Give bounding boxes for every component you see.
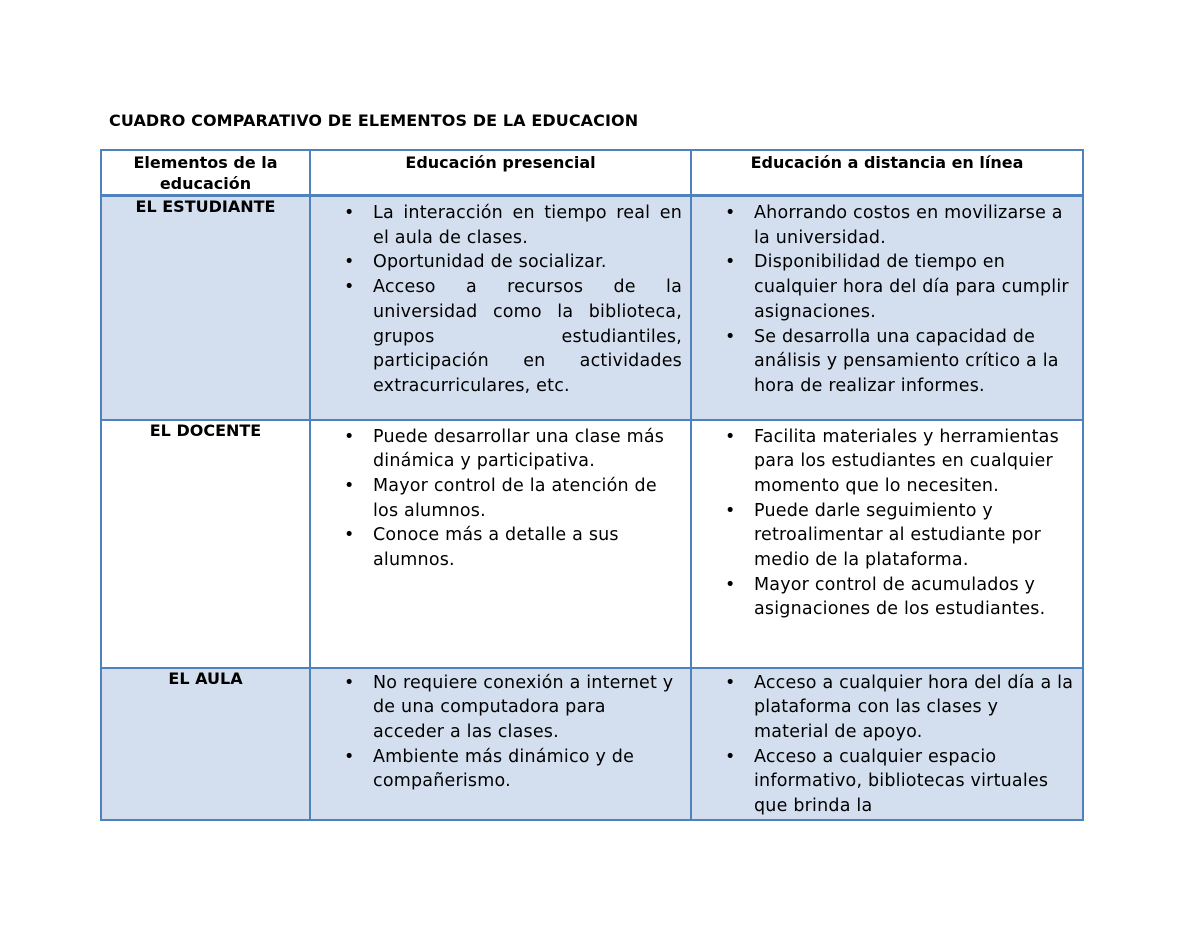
list-item: • Ahorrando costos en movilizarse a la universidad. [754,201,1074,250]
row-label-estudiante: EL ESTUDIANTE [101,196,310,420]
cell-docente-distancia [691,420,1083,668]
cell-aula-distancia [691,668,1083,820]
bullet-list [311,197,690,399]
list-item: • Mayor control de la atención de los alumnos. [373,474,682,523]
header-cell-elementos [101,150,310,196]
list-item: • No requiere conexión a internet y de una computadora para acceder a las clases. [373,671,682,745]
list-item: • Puede darle seguimiento y retroalimentar al estudiante por medio de la plataforma. [754,499,1074,573]
list-item: • Acceso a recursos de la universidad como la biblioteca, grupos estudiantiles, participación en actividades extracurriculares, etc. [373,275,682,399]
cell-docente-presencial [310,420,691,668]
bullet-list [311,421,690,573]
bullet-list [311,669,690,795]
header-cell-distancia [691,150,1083,196]
table-row-docente [101,420,1083,668]
bullet-list [692,421,1082,623]
header-elementos: Elementos de la educación [133,153,278,193]
row-label-docente: EL DOCENTE [101,420,310,668]
table-header-row [101,150,1083,196]
list-item: • Acceso a cualquier espacio informativo, bibliotecas virtuales que brinda la [754,745,1074,819]
list-item: • Facilita materiales y herramientas para los estudiantes en cualquier momento que lo necesiten. [754,425,1074,499]
comparison-table [100,149,1084,821]
row-label-aula: EL AULA [101,668,310,820]
header-cell-presencial [310,150,691,196]
bullet-list [692,197,1082,399]
header-presencial: Educación presencial [405,153,596,172]
list-item: • Acceso a cualquier hora del día a la plataforma con las clases y material de apoyo. [754,671,1074,745]
table-row-aula [101,668,1083,820]
bullet-list [692,669,1082,819]
list-item: • Ambiente más dinámico y de compañerismo. [373,745,682,794]
cell-estudiante-distancia [691,196,1083,420]
header-distancia: Educación a distancia en línea [750,153,1024,172]
list-item: • Mayor control de acumulados y asignaciones de los estudiantes. [754,573,1074,622]
table-row-estudiante [101,196,1083,420]
list-item: • Conoce más a detalle a sus alumnos. [373,523,682,572]
list-item: • La interacción en tiempo real en el aula de clases. [373,201,682,250]
list-item: • Puede desarrollar una clase más dinámica y participativa. [373,425,682,474]
list-item: • Se desarrolla una capacidad de análisis y pensamiento crítico a la hora de realizar informes. [754,325,1074,399]
document-title: CUADRO COMPARATIVO DE ELEMENTOS DE LA EDUCACION [109,111,639,130]
cell-aula-presencial [310,668,691,820]
cell-estudiante-presencial [310,196,691,420]
list-item: • Oportunidad de socializar. [373,250,682,275]
list-item: • Disponibilidad de tiempo en cualquier hora del día para cumplir asignaciones. [754,250,1074,324]
